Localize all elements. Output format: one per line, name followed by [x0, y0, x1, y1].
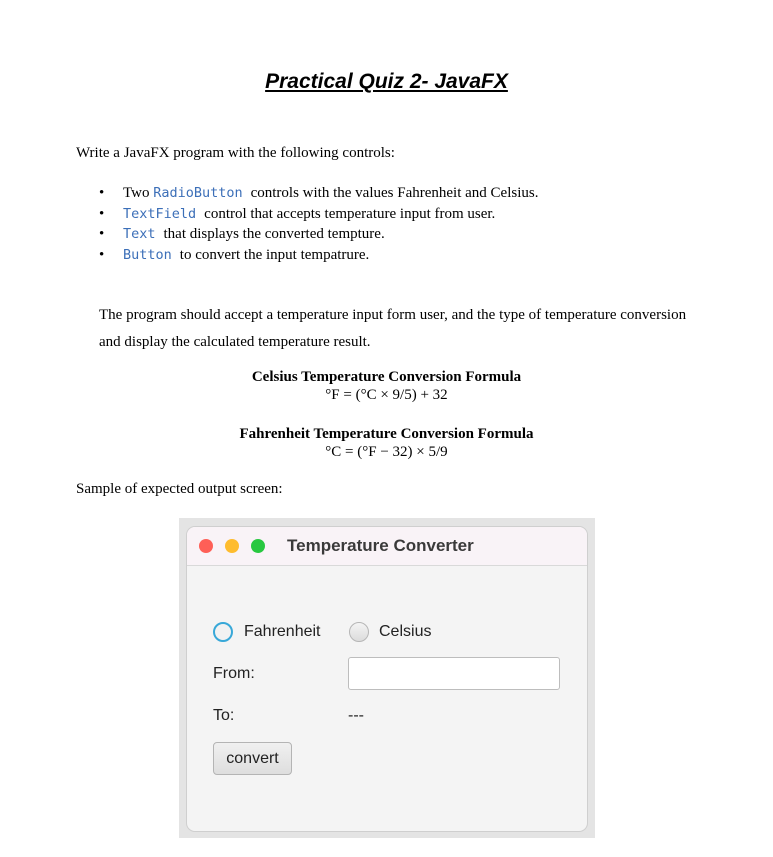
celsius-formula: [0, 368, 773, 404]
bullet-icon: •: [99, 226, 105, 242]
list-item: [99, 245, 538, 266]
formula-equation: °C = (°F − 32) × 5/9: [325, 444, 448, 460]
list-item: [99, 224, 538, 245]
result-text: ---: [348, 707, 364, 724]
code-textfield: TextField: [123, 205, 197, 222]
formula-equation: °F = (°C × 9/5) + 32: [325, 387, 448, 403]
sample-screenshot: [179, 518, 595, 838]
zoom-icon[interactable]: [251, 539, 265, 553]
minimize-icon[interactable]: [225, 539, 239, 553]
intro-text: Write a JavaFX program with the following controls:: [76, 145, 395, 161]
bullet-text: to convert the input tempatrure.: [179, 246, 370, 263]
fahrenheit-formula: [0, 425, 773, 461]
window-title: Temperature Converter: [287, 536, 474, 555]
bullet-prefix: Two: [123, 185, 150, 201]
code-button: Button: [123, 246, 172, 263]
celsius-label[interactable]: Celsius: [379, 623, 432, 640]
celsius-radio[interactable]: [349, 622, 369, 642]
convert-button[interactable]: convert: [213, 742, 292, 775]
list-item: [99, 183, 538, 204]
bullet-icon: •: [99, 185, 105, 201]
instructions-paragraph: The program should accept a temperature input form user, and the type of temperature conversion and display the calculated temperature result.: [99, 307, 687, 350]
bullet-text: control that accepts temperature input from user.: [204, 205, 496, 222]
sample-label: Sample of expected output screen:: [76, 481, 283, 497]
to-label: To:: [213, 707, 235, 724]
code-text: Text: [123, 226, 156, 242]
list-item: [99, 204, 538, 225]
fahrenheit-radio[interactable]: [213, 622, 233, 642]
from-label: From:: [213, 665, 255, 682]
fahrenheit-label[interactable]: Fahrenheit: [244, 623, 321, 640]
window-titlebar: [187, 527, 587, 566]
bullet-text: that displays the converted tempture.: [163, 226, 385, 242]
document-title: Practical Quiz 2- JavaFX: [265, 70, 508, 93]
bullet-icon: •: [99, 246, 105, 263]
bullet-text: controls with the values Fahrenheit and Celsius.: [250, 185, 539, 201]
formula-heading: Celsius Temperature Conversion Formula: [251, 369, 522, 385]
controls-list: [99, 183, 538, 265]
close-icon[interactable]: [199, 539, 213, 553]
bullet-icon: •: [99, 205, 105, 222]
temperature-input[interactable]: [348, 657, 560, 690]
code-radiobutton: RadioButton: [153, 185, 243, 201]
formula-heading: Fahrenheit Temperature Conversion Formula: [239, 426, 534, 442]
app-window: [186, 526, 588, 832]
